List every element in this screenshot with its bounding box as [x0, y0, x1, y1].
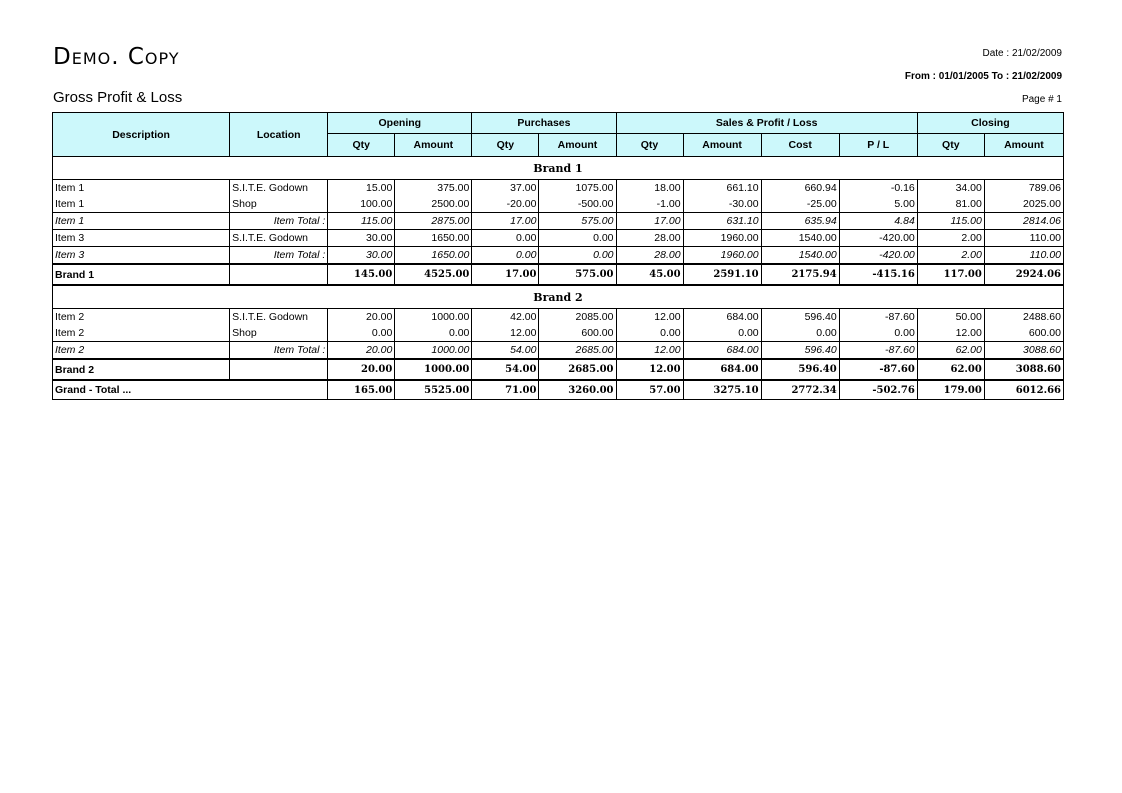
value-cell: 2.00 [917, 247, 984, 265]
value-cell: 3088.60 [984, 359, 1063, 380]
value-cell: 45.00 [616, 264, 683, 285]
value-cell: 2875.00 [395, 213, 472, 230]
description-cell: Item 1 [53, 196, 230, 213]
value-cell: 71.00 [472, 380, 539, 400]
value-cell: 50.00 [917, 309, 984, 326]
brand-header: Brand 1 [53, 157, 1064, 180]
value-cell: 17.00 [472, 213, 539, 230]
value-cell: -415.16 [839, 264, 917, 285]
value-cell: 600.00 [984, 325, 1063, 342]
value-cell: 789.06 [984, 180, 1063, 197]
value-cell: -87.60 [839, 342, 917, 360]
value-cell: 5.00 [839, 196, 917, 213]
location-cell: Item Total : [230, 342, 328, 360]
value-cell: 165.00 [328, 380, 395, 400]
table-row [53, 309, 1064, 326]
value-cell: 57.00 [616, 380, 683, 400]
col-closing: Closing [917, 113, 1063, 134]
value-cell: 0.00 [616, 325, 683, 342]
company-name: Demo. Copy [53, 44, 180, 70]
value-cell: 1650.00 [395, 230, 472, 247]
value-cell: 6012.66 [984, 380, 1063, 400]
value-cell: 684.00 [683, 342, 761, 360]
table-row [53, 180, 1064, 197]
value-cell: 54.00 [472, 342, 539, 360]
value-cell: 34.00 [917, 180, 984, 197]
value-cell: -87.60 [839, 359, 917, 380]
value-cell: -30.00 [683, 196, 761, 213]
value-cell: 115.00 [328, 213, 395, 230]
value-cell: 1075.00 [539, 180, 616, 197]
value-cell: 12.00 [472, 325, 539, 342]
value-cell: -20.00 [472, 196, 539, 213]
col-location: Location [230, 113, 328, 157]
value-cell: 631.10 [683, 213, 761, 230]
value-cell: -87.60 [839, 309, 917, 326]
description-cell: Item 1 [53, 180, 230, 197]
col-opening: Opening [328, 113, 472, 134]
value-cell: 2175.94 [761, 264, 839, 285]
value-cell: 62.00 [917, 359, 984, 380]
location-cell: Item Total : [230, 247, 328, 265]
value-cell: 4.84 [839, 213, 917, 230]
value-cell: -502.76 [839, 380, 917, 400]
col-sales-amount: Amount [683, 134, 761, 157]
brand-total-row [53, 359, 1064, 380]
value-cell: 20.00 [328, 309, 395, 326]
table-row [53, 325, 1064, 342]
col-sales-pl: P / L [839, 134, 917, 157]
value-cell: 179.00 [917, 380, 984, 400]
col-sales-cost: Cost [761, 134, 839, 157]
value-cell: 117.00 [917, 264, 984, 285]
value-cell: 12.00 [917, 325, 984, 342]
value-cell: 0.00 [539, 247, 616, 265]
value-cell: 661.10 [683, 180, 761, 197]
value-cell: 575.00 [539, 213, 616, 230]
value-cell: 18.00 [616, 180, 683, 197]
item-total-row [53, 247, 1064, 265]
col-purchases-qty: Qty [472, 134, 539, 157]
value-cell: 115.00 [917, 213, 984, 230]
value-cell: 1960.00 [683, 230, 761, 247]
col-opening-qty: Qty [328, 134, 395, 157]
description-cell: Item 2 [53, 342, 230, 360]
gross-profit-table [52, 112, 1064, 400]
value-cell: 1000.00 [395, 309, 472, 326]
value-cell: 0.00 [761, 325, 839, 342]
report-title: Gross Profit & Loss [53, 89, 183, 106]
value-cell: 28.00 [616, 247, 683, 265]
location-cell: Item Total : [230, 213, 328, 230]
value-cell: 30.00 [328, 230, 395, 247]
value-cell: 20.00 [328, 342, 395, 360]
grand-total-label: Grand - Total ... [53, 380, 328, 400]
value-cell: 15.00 [328, 180, 395, 197]
value-cell: 3088.60 [984, 342, 1063, 360]
value-cell: 3275.10 [683, 380, 761, 400]
value-cell: 2500.00 [395, 196, 472, 213]
value-cell: 0.00 [472, 247, 539, 265]
value-cell: 1540.00 [761, 230, 839, 247]
value-cell: 596.40 [761, 342, 839, 360]
description-cell: Item 2 [53, 309, 230, 326]
value-cell: 1000.00 [395, 359, 472, 380]
value-cell: 600.00 [539, 325, 616, 342]
value-cell: -25.00 [761, 196, 839, 213]
value-cell: 0.00 [539, 230, 616, 247]
item-total-row [53, 342, 1064, 360]
value-cell: 596.40 [761, 359, 839, 380]
value-cell: 100.00 [328, 196, 395, 213]
value-cell: -420.00 [839, 247, 917, 265]
col-purchases-amount: Amount [539, 134, 616, 157]
description-cell: Item 3 [53, 247, 230, 265]
value-cell: 2591.10 [683, 264, 761, 285]
col-description: Description [53, 113, 230, 157]
value-cell: 375.00 [395, 180, 472, 197]
value-cell: 81.00 [917, 196, 984, 213]
empty-cell [230, 264, 328, 285]
report-date: Date : 21/02/2009 [982, 48, 1062, 59]
col-sales: Sales & Profit / Loss [616, 113, 917, 134]
value-cell: -0.16 [839, 180, 917, 197]
value-cell: 2685.00 [539, 342, 616, 360]
page-number: Page # 1 [1021, 94, 1062, 105]
value-cell: 684.00 [683, 309, 761, 326]
brand-total-label: Brand 1 [53, 264, 230, 285]
report-period: From : 01/01/2005 To : 21/02/2009 [904, 71, 1062, 82]
location-cell: Shop [230, 325, 328, 342]
value-cell: 37.00 [472, 180, 539, 197]
brand-total-label: Brand 2 [53, 359, 230, 380]
value-cell: 2025.00 [984, 196, 1063, 213]
value-cell: 2.00 [917, 230, 984, 247]
description-cell: Item 1 [53, 213, 230, 230]
value-cell: 20.00 [328, 359, 395, 380]
value-cell: 28.00 [616, 230, 683, 247]
value-cell: -420.00 [839, 230, 917, 247]
col-opening-amount: Amount [395, 134, 472, 157]
value-cell: 54.00 [472, 359, 539, 380]
value-cell: 2924.06 [984, 264, 1063, 285]
value-cell: 2772.34 [761, 380, 839, 400]
brand-total-row [53, 264, 1064, 285]
value-cell: 2814.06 [984, 213, 1063, 230]
description-cell: Item 2 [53, 325, 230, 342]
location-cell: Shop [230, 196, 328, 213]
value-cell: 0.00 [395, 325, 472, 342]
item-total-row [53, 213, 1064, 230]
table-row [53, 196, 1064, 213]
value-cell: 1540.00 [761, 247, 839, 265]
value-cell: 0.00 [839, 325, 917, 342]
value-cell: 3260.00 [539, 380, 616, 400]
value-cell: 5525.00 [395, 380, 472, 400]
value-cell: 17.00 [472, 264, 539, 285]
value-cell: 0.00 [683, 325, 761, 342]
value-cell: 575.00 [539, 264, 616, 285]
col-closing-qty: Qty [917, 134, 984, 157]
value-cell: 4525.00 [395, 264, 472, 285]
value-cell: 62.00 [917, 342, 984, 360]
value-cell: 12.00 [616, 309, 683, 326]
col-closing-amount: Amount [984, 134, 1063, 157]
value-cell: 596.40 [761, 309, 839, 326]
brand-header: Brand 2 [53, 285, 1064, 309]
value-cell: 12.00 [616, 342, 683, 360]
location-cell: S.I.T.E. Godown [230, 230, 328, 247]
value-cell: 660.94 [761, 180, 839, 197]
value-cell: 0.00 [328, 325, 395, 342]
value-cell: 2085.00 [539, 309, 616, 326]
table-row [53, 230, 1064, 247]
value-cell: -1.00 [616, 196, 683, 213]
value-cell: 0.00 [472, 230, 539, 247]
value-cell: 17.00 [616, 213, 683, 230]
value-cell: 12.00 [616, 359, 683, 380]
value-cell: 1650.00 [395, 247, 472, 265]
value-cell: 2488.60 [984, 309, 1063, 326]
grand-total-row [53, 380, 1064, 400]
location-cell: S.I.T.E. Godown [230, 180, 328, 197]
value-cell: -500.00 [539, 196, 616, 213]
brand-header-row [53, 285, 1064, 309]
value-cell: 684.00 [683, 359, 761, 380]
col-purchases: Purchases [472, 113, 616, 134]
report-body [53, 157, 1064, 400]
value-cell: 1000.00 [395, 342, 472, 360]
description-cell: Item 3 [53, 230, 230, 247]
value-cell: 30.00 [328, 247, 395, 265]
col-sales-qty: Qty [616, 134, 683, 157]
value-cell: 145.00 [328, 264, 395, 285]
brand-header-row [53, 157, 1064, 180]
value-cell: 1960.00 [683, 247, 761, 265]
value-cell: 2685.00 [539, 359, 616, 380]
value-cell: 42.00 [472, 309, 539, 326]
value-cell: 110.00 [984, 230, 1063, 247]
value-cell: 635.94 [761, 213, 839, 230]
empty-cell [230, 359, 328, 380]
location-cell: S.I.T.E. Godown [230, 309, 328, 326]
value-cell: 110.00 [984, 247, 1063, 265]
